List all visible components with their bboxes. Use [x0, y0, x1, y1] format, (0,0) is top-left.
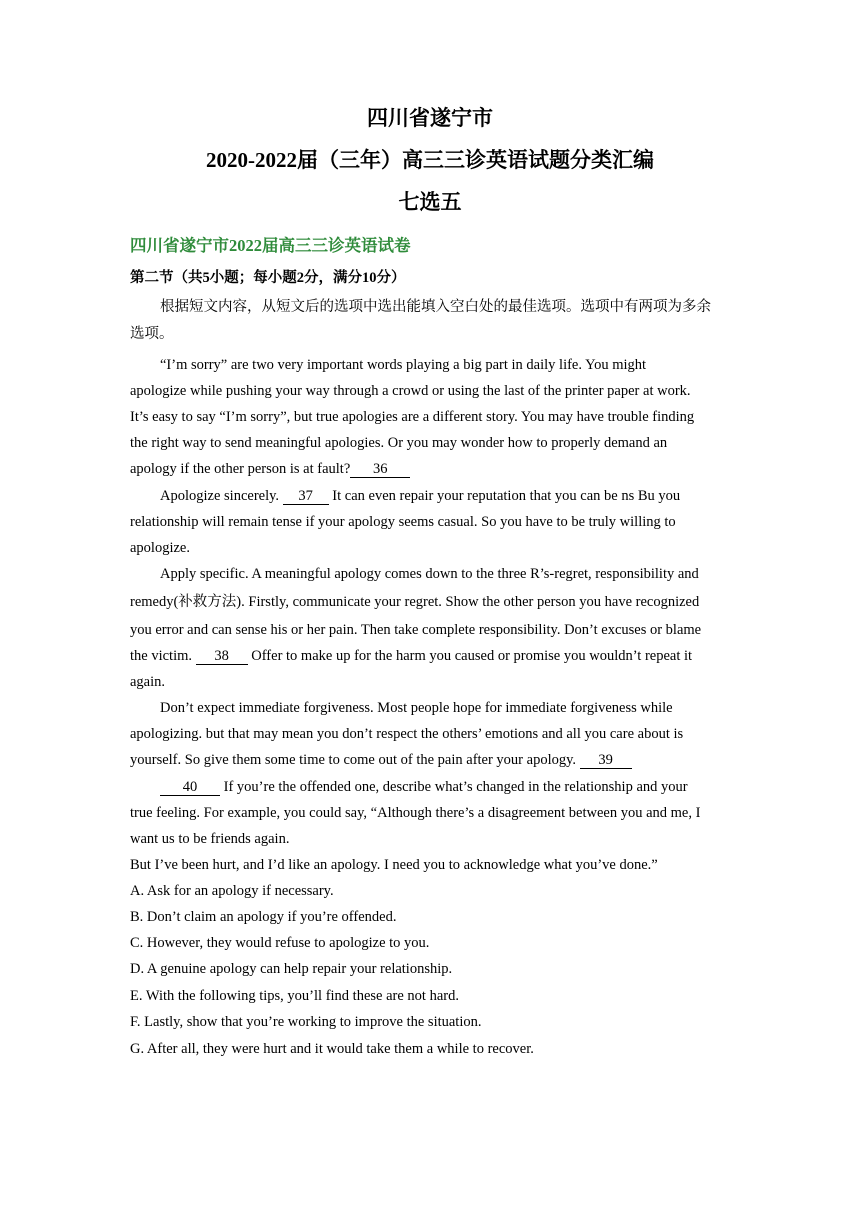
- blank-40: 40: [160, 779, 220, 796]
- option-f: F. Lastly, show that you’re working to improve the situation.: [130, 1014, 482, 1030]
- passage-line: [160, 777, 688, 797]
- passage-line: [130, 459, 410, 479]
- passage-text: If you’re the offended one, describe what’s changed in the relationship and your: [220, 779, 688, 795]
- passage-text: apology if the other person is at fault?: [130, 461, 351, 477]
- passage-line: “I’m sorry” are two very important words playing a big part in daily life. You might: [160, 357, 647, 373]
- doc-title-region: 四川省遂宁市: [367, 106, 493, 130]
- passage-line: [160, 486, 680, 506]
- passage-line: Don’t expect immediate forgiveness. Most people hope for immediate forgiveness while: [160, 700, 673, 716]
- option-b: B. Don’t claim an apology if you’re offended.: [130, 909, 397, 925]
- doc-title-main: 2020-2022届（三年）高三三诊英语试题分类汇编: [206, 148, 654, 172]
- passage-text: Apologize sincerely.: [160, 488, 283, 504]
- passage-line: true feeling. For example, you could say, “Although there’s a disagreement between you and me, I: [130, 805, 701, 821]
- passage-text: It can even repair your reputation that you can be ns Bu you: [328, 488, 681, 504]
- passage-text: the victim.: [130, 648, 196, 664]
- passage-line: want us to be friends again.: [130, 831, 290, 847]
- option-g: G. After all, they were hurt and it would take them a while to recover.: [130, 1041, 534, 1057]
- doc-title-topic: 七选五: [398, 190, 462, 214]
- passage-line: the right way to send meaningful apologies. Or you may wonder how to properly demand an: [130, 435, 668, 451]
- passage-line: apologize.: [130, 540, 190, 556]
- passage-line: you error and can sense his or her pain. Then take complete responsibility. Don’t excuses or blame: [130, 622, 702, 638]
- blank-37: 37: [283, 488, 329, 505]
- instructions-line: 根据短文内容，从短文后的选项中选出能填入空白处的最佳选项。选项中有两项为多余: [160, 299, 711, 315]
- section-heading: 第二节（共5小题；每小题2分，满分10分）: [130, 270, 406, 286]
- passage-line: remedy(补救方法). Firstly, communicate your regret. Show the other person you have recognized: [130, 594, 700, 610]
- option-e: E. With the following tips, you’ll find these are not hard.: [130, 988, 459, 1004]
- option-d: D. A genuine apology can help repair your relationship.: [130, 961, 453, 977]
- passage-text: Offer to make up for the harm you caused or promise you wouldn’t repeat it: [247, 648, 693, 664]
- passage-line: relationship will remain tense if your apology seems casual. So you have to be truly willing to: [130, 514, 676, 530]
- option-a: A. Ask for an apology if necessary.: [130, 883, 334, 899]
- instructions-line: 选项。: [130, 326, 174, 342]
- passage-line: But I’ve been hurt, and I’d like an apology. I need you to acknowledge what you’ve done.”: [130, 857, 658, 873]
- blank-39: 39: [580, 752, 632, 769]
- passage-line: again.: [130, 674, 166, 690]
- passage-line: [130, 750, 632, 770]
- blank-38: 38: [196, 648, 248, 665]
- option-c: C. However, they would refuse to apologize to you.: [130, 935, 430, 951]
- passage-text: yourself. So give them some time to come out of the pain after your apology.: [130, 752, 580, 768]
- exam-title: 四川省遂宁市2022届高三三诊英语试卷: [130, 236, 411, 255]
- blank-36: 36: [350, 461, 410, 478]
- passage-line: It’s easy to say “I’m sorry”, but true apologies are a different story. You may have trouble finding: [130, 409, 695, 425]
- passage-line: apologize while pushing your way through a crowd or using the last of the printer paper at work.: [130, 383, 691, 399]
- passage-line: [130, 646, 692, 666]
- passage-line: Apply specific. A meaningful apology comes down to the three R’s-regret, responsibility and: [160, 566, 699, 582]
- passage-line: apologizing. but that may mean you don’t respect the others’ emotions and all you care about is: [130, 726, 684, 742]
